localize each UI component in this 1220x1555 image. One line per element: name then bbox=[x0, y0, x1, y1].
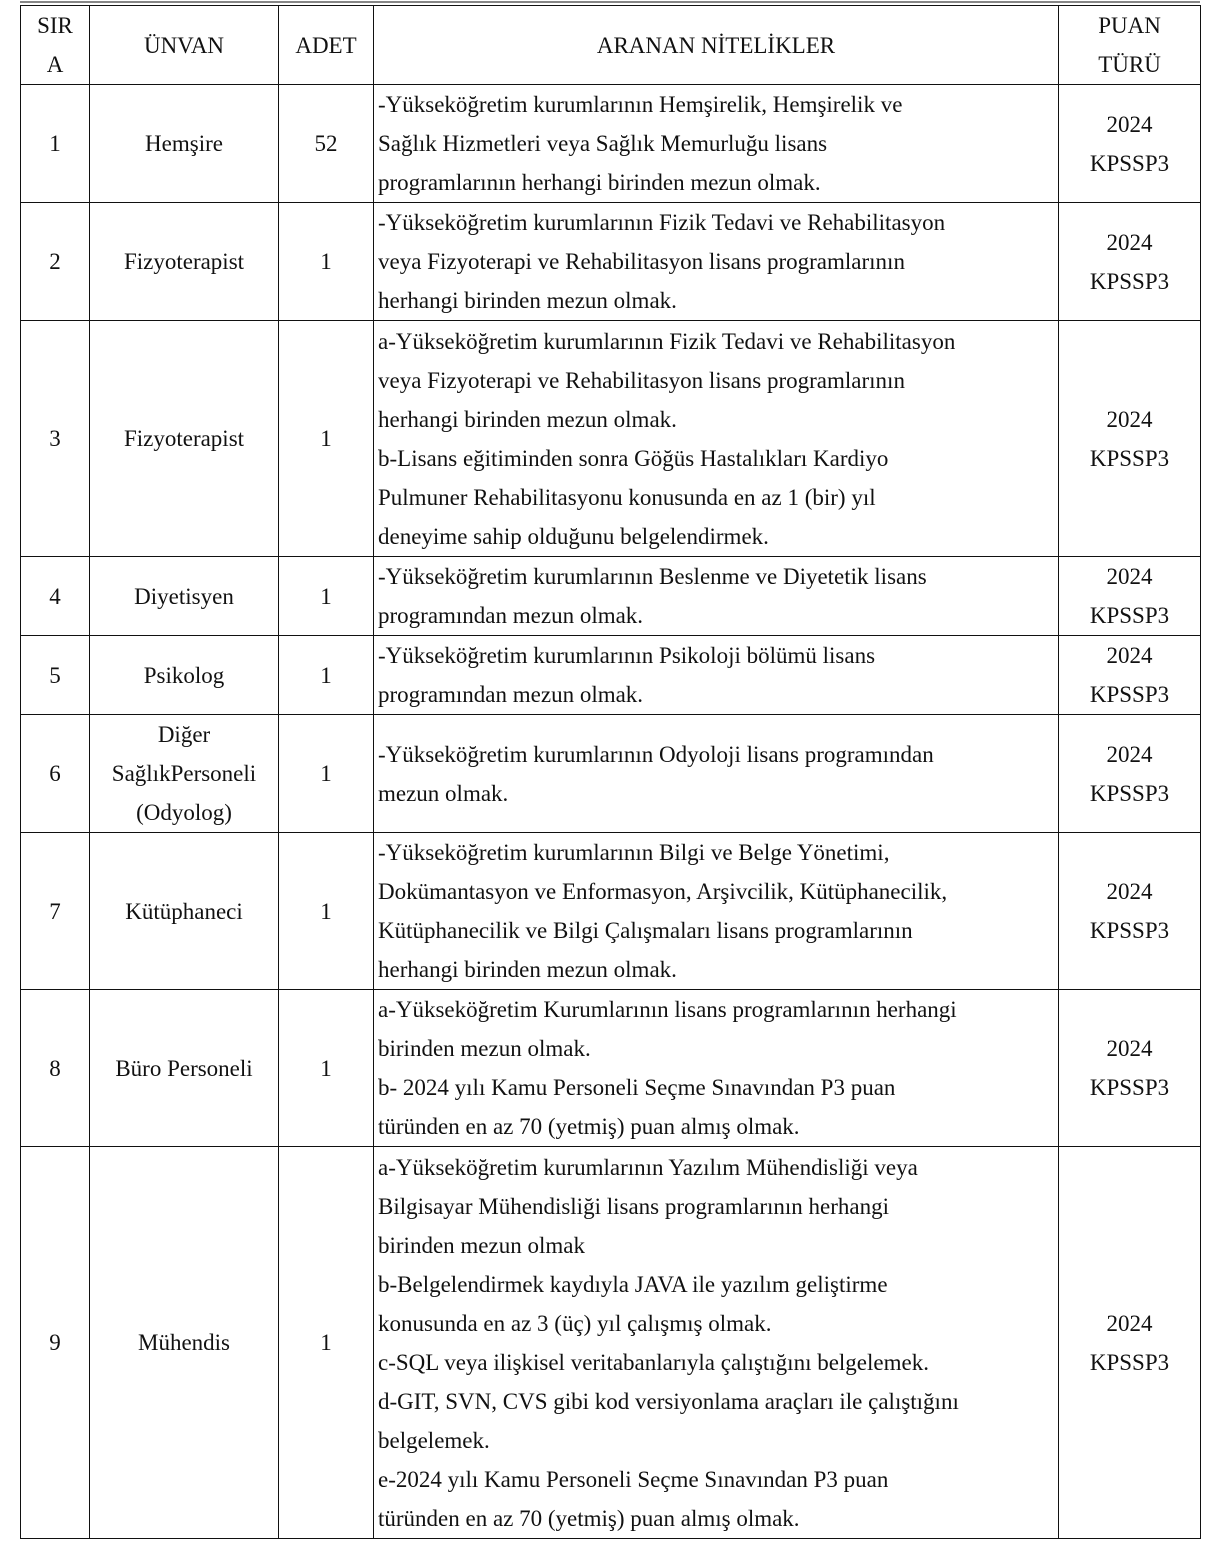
nitelik-line: programlarının herhangi birinden mezun olmak. bbox=[378, 170, 821, 195]
puan-turu-cell bbox=[1059, 715, 1201, 833]
table-row bbox=[21, 715, 1201, 833]
puan-turu-cell bbox=[1059, 990, 1201, 1147]
nitelik-line: Bilgisayar Mühendisliği lisans programlarının herhangi bbox=[378, 1193, 890, 1219]
nitelik-line: e-2024 yılı Kamu Personeli Seçme Sınavından P3 puan bbox=[378, 1466, 889, 1492]
adet-cell: 1 bbox=[279, 990, 374, 1147]
nitelikler-cell bbox=[374, 1147, 1059, 1539]
unvan-cell: Psikolog bbox=[90, 636, 279, 715]
sira-cell: 4 bbox=[21, 557, 90, 636]
puan-turu-cell bbox=[1059, 557, 1201, 636]
puan-tur: KPSSP3 bbox=[1089, 150, 1170, 176]
sira-cell: 8 bbox=[21, 990, 90, 1147]
sira-cell: 7 bbox=[21, 833, 90, 990]
table-row bbox=[21, 1147, 1201, 1539]
adet-cell: 1 bbox=[279, 715, 374, 833]
nitelik-line: a-Yükseköğretim kurumlarının Fizik Tedavi ve Rehabilitasyon bbox=[378, 328, 956, 354]
nitelik-line: Kütüphanecilik ve Bilgi Çalışmaları lisans programlarının bbox=[378, 918, 913, 943]
sira-cell: 2 bbox=[21, 203, 90, 321]
nitelik-line: b- 2024 yılı Kamu Personeli Seçme Sınavından P3 puan bbox=[378, 1075, 896, 1100]
puan-yil: 2024 bbox=[1106, 879, 1153, 904]
nitelik-line: türünden en az 70 (yetmiş) puan almış olmak. bbox=[378, 1505, 800, 1531]
adet-cell: 1 bbox=[279, 321, 374, 557]
header-puan-turu bbox=[1059, 6, 1201, 85]
unvan-cell: Fizyoterapist bbox=[90, 203, 279, 321]
nitelikler-cell bbox=[374, 636, 1059, 715]
puan-tur: KPSSP3 bbox=[1089, 780, 1170, 806]
header-sira bbox=[21, 6, 90, 85]
table-row bbox=[21, 990, 1201, 1147]
header-adet: ADET bbox=[279, 6, 374, 85]
nitelik-line: Sağlık Hizmetleri veya Sağlık Memurluğu lisans bbox=[378, 131, 828, 156]
nitelik-line: herhangi birinden mezun olmak. bbox=[378, 406, 677, 432]
puan-tur: KPSSP3 bbox=[1089, 682, 1170, 707]
puan-tur: KPSSP3 bbox=[1089, 1075, 1170, 1100]
puan-tur: KPSSP3 bbox=[1089, 918, 1170, 943]
nitelik-line: deneyime sahip olduğunu belgelendirmek. bbox=[378, 523, 769, 549]
unvan-cell: Fizyoterapist bbox=[90, 321, 279, 557]
puan-yil: 2024 bbox=[1106, 1036, 1153, 1061]
table-body bbox=[21, 85, 1201, 1539]
sira-cell: 9 bbox=[21, 1147, 90, 1539]
table-row bbox=[21, 321, 1201, 557]
nitelik-line: konusunda en az 3 (üç) yıl çalışmış olmak. bbox=[378, 1310, 772, 1336]
puan-yil: 2024 bbox=[1106, 111, 1153, 137]
unvan-cell: Diyetisyen bbox=[90, 557, 279, 636]
nitelik-line: türünden en az 70 (yetmiş) puan almış olmak. bbox=[378, 1114, 800, 1139]
unvan-cell: Büro Personeli bbox=[90, 990, 279, 1147]
adet-cell: 1 bbox=[279, 833, 374, 990]
puan-yil: 2024 bbox=[1106, 643, 1153, 668]
nitelik-line: Pulmuner Rehabilitasyonu konusunda en az 1 (bir) yıl bbox=[378, 484, 876, 510]
nitelikler-cell bbox=[374, 557, 1059, 636]
sira-cell: 5 bbox=[21, 636, 90, 715]
nitelik-line: birinden mezun olmak bbox=[378, 1232, 585, 1258]
puan-yil: 2024 bbox=[1106, 741, 1153, 767]
nitelik-line: Dokümantasyon ve Enformasyon, Arşivcilik, Kütüphanecilik, bbox=[378, 879, 948, 904]
nitelik-line: mezun olmak. bbox=[378, 780, 509, 806]
header-puan-turu-text: PUAN TÜRÜ bbox=[1098, 13, 1161, 77]
nitelik-line: herhangi birinden mezun olmak. bbox=[378, 957, 677, 982]
puan-turu-cell bbox=[1059, 833, 1201, 990]
header-nitelikler: ARANAN NİTELİKLER bbox=[374, 6, 1059, 85]
cropped-text-line bbox=[20, 0, 1200, 4]
nitelik-line: -Yükseköğretim kurumlarının Psikoloji bölümü lisans bbox=[378, 643, 876, 668]
puan-yil: 2024 bbox=[1106, 564, 1153, 589]
nitelikler-cell bbox=[374, 715, 1059, 833]
puan-yil: 2024 bbox=[1106, 1310, 1153, 1336]
nitelik-line: birinden mezun olmak. bbox=[378, 1036, 591, 1061]
puan-tur: KPSSP3 bbox=[1089, 603, 1170, 628]
puan-yil: 2024 bbox=[1106, 406, 1153, 432]
table-row bbox=[21, 557, 1201, 636]
puan-tur: KPSSP3 bbox=[1089, 445, 1170, 471]
adet-cell: 52 bbox=[279, 85, 374, 203]
table-row bbox=[21, 203, 1201, 321]
nitelik-line: programından mezun olmak. bbox=[378, 682, 644, 707]
sira-cell: 1 bbox=[21, 85, 90, 203]
nitelikler-cell bbox=[374, 203, 1059, 321]
nitelik-line: veya Fizyoterapi ve Rehabilitasyon lisans programlarının bbox=[378, 367, 905, 393]
unvan-cell: Hemşire bbox=[90, 85, 279, 203]
nitelik-line: d-GIT, SVN, CVS gibi kod versiyonlama araçları ile çalıştığını bbox=[378, 1388, 959, 1414]
adet-cell: 1 bbox=[279, 636, 374, 715]
nitelikler-cell bbox=[374, 321, 1059, 557]
puan-tur: KPSSP3 bbox=[1089, 268, 1170, 294]
puan-tur: KPSSP3 bbox=[1089, 1349, 1170, 1375]
positions-table bbox=[20, 5, 1201, 1539]
nitelik-line: -Yükseköğretim kurumlarının Hemşirelik, Hemşirelik ve bbox=[378, 92, 903, 117]
nitelikler-cell bbox=[374, 833, 1059, 990]
table-row bbox=[21, 85, 1201, 203]
nitelik-line: c-SQL veya ilişkisel veritabanlarıyla çalıştığını belgelemek. bbox=[378, 1349, 929, 1375]
puan-turu-cell bbox=[1059, 203, 1201, 321]
nitelik-line: a-Yükseköğretim kurumlarının Yazılım Mühendisliği veya bbox=[378, 1154, 918, 1180]
nitelikler-cell bbox=[374, 990, 1059, 1147]
adet-cell: 1 bbox=[279, 1147, 374, 1539]
nitelik-line: belgelemek. bbox=[378, 1427, 490, 1453]
puan-turu-cell bbox=[1059, 321, 1201, 557]
puan-turu-cell bbox=[1059, 1147, 1201, 1539]
table-row bbox=[21, 833, 1201, 990]
header-sira-text: SIRA bbox=[37, 13, 73, 77]
nitelik-line: b-Belgelendirmek kaydıyla JAVA ile yazılım geliştirme bbox=[378, 1271, 888, 1297]
sira-cell: 6 bbox=[21, 715, 90, 833]
puan-yil: 2024 bbox=[1106, 229, 1153, 255]
nitelik-line: veya Fizyoterapi ve Rehabilitasyon lisans programlarının bbox=[378, 249, 905, 274]
nitelik-line: programından mezun olmak. bbox=[378, 603, 644, 628]
nitelik-line: -Yükseköğretim kurumlarının Odyoloji lisans programından bbox=[378, 741, 934, 767]
unvan-cell: Diğer SağlıkPersoneli (Odyolog) bbox=[90, 715, 279, 833]
header-unvan: ÜNVAN bbox=[90, 6, 279, 85]
sira-cell: 3 bbox=[21, 321, 90, 557]
header-row bbox=[21, 6, 1201, 85]
adet-cell: 1 bbox=[279, 203, 374, 321]
unvan-cell: Kütüphaneci bbox=[90, 833, 279, 990]
nitelikler-cell bbox=[374, 85, 1059, 203]
unvan-cell: Mühendis bbox=[90, 1147, 279, 1539]
nitelik-line: -Yükseköğretim kurumlarının Beslenme ve Diyetetik lisans bbox=[378, 564, 927, 589]
adet-cell: 1 bbox=[279, 557, 374, 636]
nitelik-line: -Yükseköğretim kurumlarının Bilgi ve Belge Yönetimi, bbox=[378, 840, 890, 865]
nitelik-line: -Yükseköğretim kurumlarının Fizik Tedavi ve Rehabilitasyon bbox=[378, 210, 946, 235]
nitelik-line: b-Lisans eğitiminden sonra Göğüs Hastalıkları Kardiyo bbox=[378, 445, 889, 471]
puan-turu-cell bbox=[1059, 85, 1201, 203]
nitelik-line: a-Yükseköğretim Kurumlarının lisans programlarının herhangi bbox=[378, 997, 957, 1022]
table-row bbox=[21, 636, 1201, 715]
puan-turu-cell bbox=[1059, 636, 1201, 715]
nitelik-line: herhangi birinden mezun olmak. bbox=[378, 288, 677, 313]
